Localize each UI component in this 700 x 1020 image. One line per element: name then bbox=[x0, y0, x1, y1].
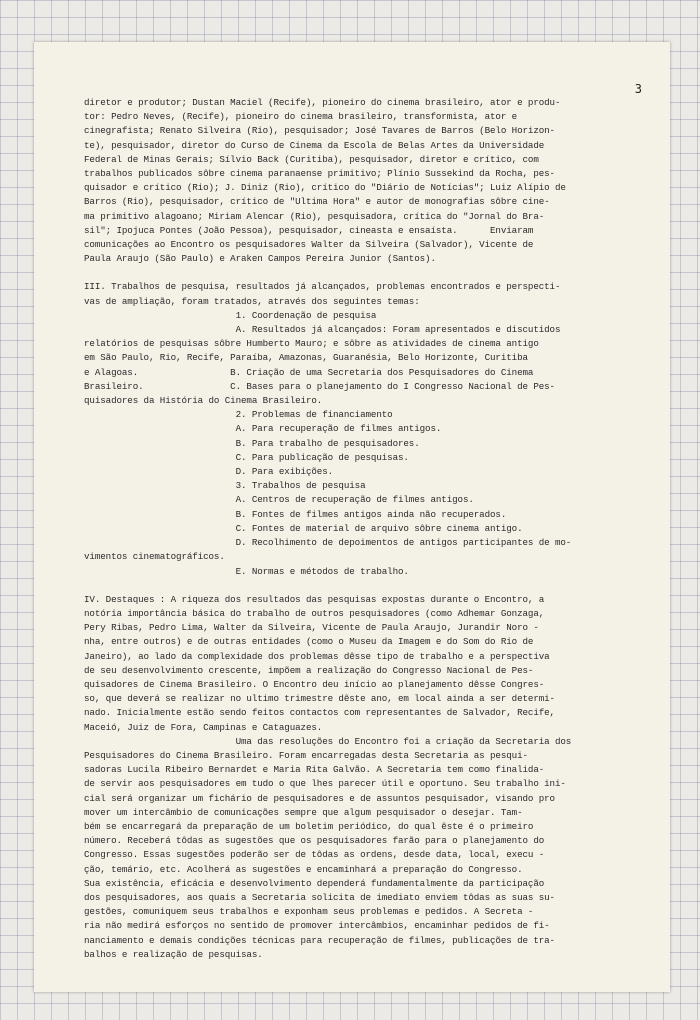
text-line: te), pesquisador, diretor do Curso de Cinema da Escola de Belas Artes da Universidade bbox=[84, 139, 545, 151]
text-line: tor: Pedro Neves, (Recife), pioneiro do cinema brasileiro, transformista, ator e bbox=[84, 111, 518, 123]
text-line: Brasileiro. C. Bases para o planejamento do I Congresso Nacional de Pes- bbox=[84, 380, 555, 392]
text-line: Barros (Rio), pesquisador, crítico de "Ultima Hora" e autor de monografias sôbre cine- bbox=[84, 196, 550, 208]
text-line: A. Para recuperação de filmes antigos. bbox=[84, 423, 442, 435]
text-line: Uma das resoluções do Encontro foi a criação da Secretaria dos bbox=[84, 735, 572, 747]
page-number: 3 bbox=[634, 82, 642, 96]
text-line: vimentos cinematográficos. bbox=[84, 551, 225, 563]
text-line: Pery Ribas, Pedro Lima, Walter da Silveira, Vicente de Paula Araujo, Jurandir Noro - bbox=[84, 622, 539, 634]
text-line: III. Trabalhos de pesquisa, resultados já alcançados, problemas encontrados e perspecti- bbox=[84, 281, 561, 293]
text-line: trabalhos publicados sôbre cinema paranaense primitivo; Plínio Sussekind da Rocha, pes- bbox=[84, 168, 555, 180]
text-line: relatórios de pesquisas sôbre Humberto Mauro; e sôbre as atividades de cinema antigo bbox=[84, 338, 539, 350]
text-line: comunicações ao Encontro os pesquisadores Walter da Silveira (Salvador), Vicente de bbox=[84, 239, 534, 251]
text-line: D. Recolhimento de depoimentos de antigos participantes de mo- bbox=[84, 537, 572, 549]
text-line: notória importância básica do trabalho de outros pesquisadores (como Adhemar Gonzaga, bbox=[84, 607, 545, 619]
text-line: B. Para trabalho de pesquisadores. bbox=[84, 437, 420, 449]
text-line: de seu desenvolvimento crescente, impõem a realização do Congresso Nacional de Pes- bbox=[84, 664, 534, 676]
text-line: gestões, comuniquem seus trabalhos e exponham seus problemas e pedidos. A Secreta - bbox=[84, 906, 534, 918]
text-line: 1. Coordenação de pesquisa bbox=[84, 309, 377, 321]
text-line: sadoras Lucila Ribeiro Bernardet e Maria Rita Galvão. A Secretaria tem como finalida- bbox=[84, 764, 545, 776]
text-line: cinegrafista; Renato Silveira (Rio), pesquisador; José Tavares de Barros (Belo Horizon- bbox=[84, 125, 555, 137]
text-line: ria não medirá esforços no sentido de promover intercâmbios, encaminhar pedidos de fi- bbox=[84, 920, 550, 932]
text-line: D. Para exibições. bbox=[84, 466, 334, 478]
text-line: e Alagoas. B. Criação de uma Secretaria dos Pesquisadores do Cinema bbox=[84, 366, 534, 378]
text-line: so, que deverá se realizar no ultimo trimestre dêste ano, em local ainda a ser determi- bbox=[84, 693, 555, 705]
text-line: 2. Problemas de financiamento bbox=[84, 409, 393, 421]
text-line: vas de ampliação, foram tratados, através dos seguintes temas: bbox=[84, 295, 420, 307]
text-line: Congresso. Essas sugestões poderão ser de tôdas as ordens, desde data, local, execu - bbox=[84, 849, 545, 861]
text-line: em São Paulo, Rio, Recife, Paraíba, Amazonas, Guaranésia, Belo Horizonte, Curitiba bbox=[84, 352, 528, 364]
text-line: quisador e crítico (Rio); J. Diniz (Rio), crítico do "Diário de Notícias"; Luiz Alípio de bbox=[84, 182, 566, 194]
text-line: cial será organizar um fichário de pesquisadores e de assuntos pesquisador, visando pro bbox=[84, 792, 555, 804]
text-line: mover um intercâmbio de comunicações sempre que algum pesquisador o desejar. Tam- bbox=[84, 806, 523, 818]
text-line: A. Resultados já alcançados: Foram apresentados e discutidos bbox=[84, 324, 561, 336]
text-line: B. Fontes de filmes antigos ainda não recuperados. bbox=[84, 508, 507, 520]
text-line: Janeiro), ao lado da complexidade dos problemas dêsse tipo de trabalho e a perspectiva bbox=[84, 650, 550, 662]
document-page bbox=[34, 42, 670, 992]
text-line: Maceió, Juiz de Fora, Campinas e Cataguazes. bbox=[84, 721, 323, 733]
text-line: 3. Trabalhos de pesquisa bbox=[84, 480, 366, 492]
text-line: diretor e produtor; Dustan Maciel (Recife), pioneiro do cinema brasileiro, ator e produ- bbox=[84, 97, 561, 108]
text-line: C. Fontes de material de arquivo sôbre cinema antigo. bbox=[84, 522, 523, 534]
text-line: Sua existência, eficácia e desenvolvimento dependerá fundamentalmente da participação bbox=[84, 877, 545, 889]
text-line bbox=[84, 266, 640, 280]
text-line: nha, entre outros) e de outras entidades (como o Museu da Imagem e do Som do Rio de bbox=[84, 636, 534, 648]
text-line: ção, temário, etc. Acolherá as sugestões e encaminhará a preparação do Congresso. bbox=[84, 863, 523, 875]
text-line: ma primitivo alagoano; Miriam Alencar (Rio), pesquisadora, crítica do "Jornal do Bra- bbox=[84, 210, 545, 222]
text-line: Pesquisadores do Cinema Brasileiro. Foram encarregadas desta Secretaria as pesqui- bbox=[84, 749, 528, 761]
text-line: nado. Inicialmente estão sendo feitos contactos com representantes de Salvador, Recife, bbox=[84, 707, 555, 719]
text-line: C. Para publicação de pesquisas. bbox=[84, 451, 409, 463]
text-line: A. Centros de recuperação de filmes antigos. bbox=[84, 494, 474, 506]
text-line: Paula Araujo (São Paulo) e Araken Campos Pereira Junior (Santos). bbox=[84, 253, 436, 265]
text-line: E. Normas e métodos de trabalho. bbox=[84, 565, 409, 577]
text-line: número. Receberá tôdas as sugestões que os pesquisadores farão para o planejamento do bbox=[84, 835, 545, 847]
document-body bbox=[84, 96, 640, 962]
text-line bbox=[84, 579, 640, 593]
text-line: Federal de Minas Gerais; Sílvio Back (Curitiba), pesquisador, diretor e crítico, com bbox=[84, 153, 539, 165]
text-line: de servir aos pesquisadores em tudo o que lhes parecer útil e oportuno. Seu trabalho ini- bbox=[84, 778, 566, 790]
text-line: nanciamento e demais condições técnicas para recuperação de filmes, publicações de tra- bbox=[84, 934, 555, 946]
text-line: bém se encarregará da preparação de um boletim periódico, do qual êste é o primeiro bbox=[84, 820, 534, 832]
text-line: dos pesquisadores, aos quais a Secretaria solicita de imediato enviem tôdas as suas su- bbox=[84, 891, 555, 903]
text-line: quisadores de Cinema Brasileiro. O Encontro deu início ao planejamento dêsse Congres- bbox=[84, 678, 545, 690]
text-line: sil"; Ipojuca Pontes (João Pessoa), pesquisador, cineasta e ensaísta. Enviaram bbox=[84, 224, 534, 236]
text-line: balhos e realização de pesquisas. bbox=[84, 948, 263, 960]
text-line: IV. Destaques : A riqueza dos resultados das pesquisas expostas durante o Encontro, a bbox=[84, 593, 545, 605]
text-line: quisadores da História do Cinema Brasileiro. bbox=[84, 395, 323, 407]
